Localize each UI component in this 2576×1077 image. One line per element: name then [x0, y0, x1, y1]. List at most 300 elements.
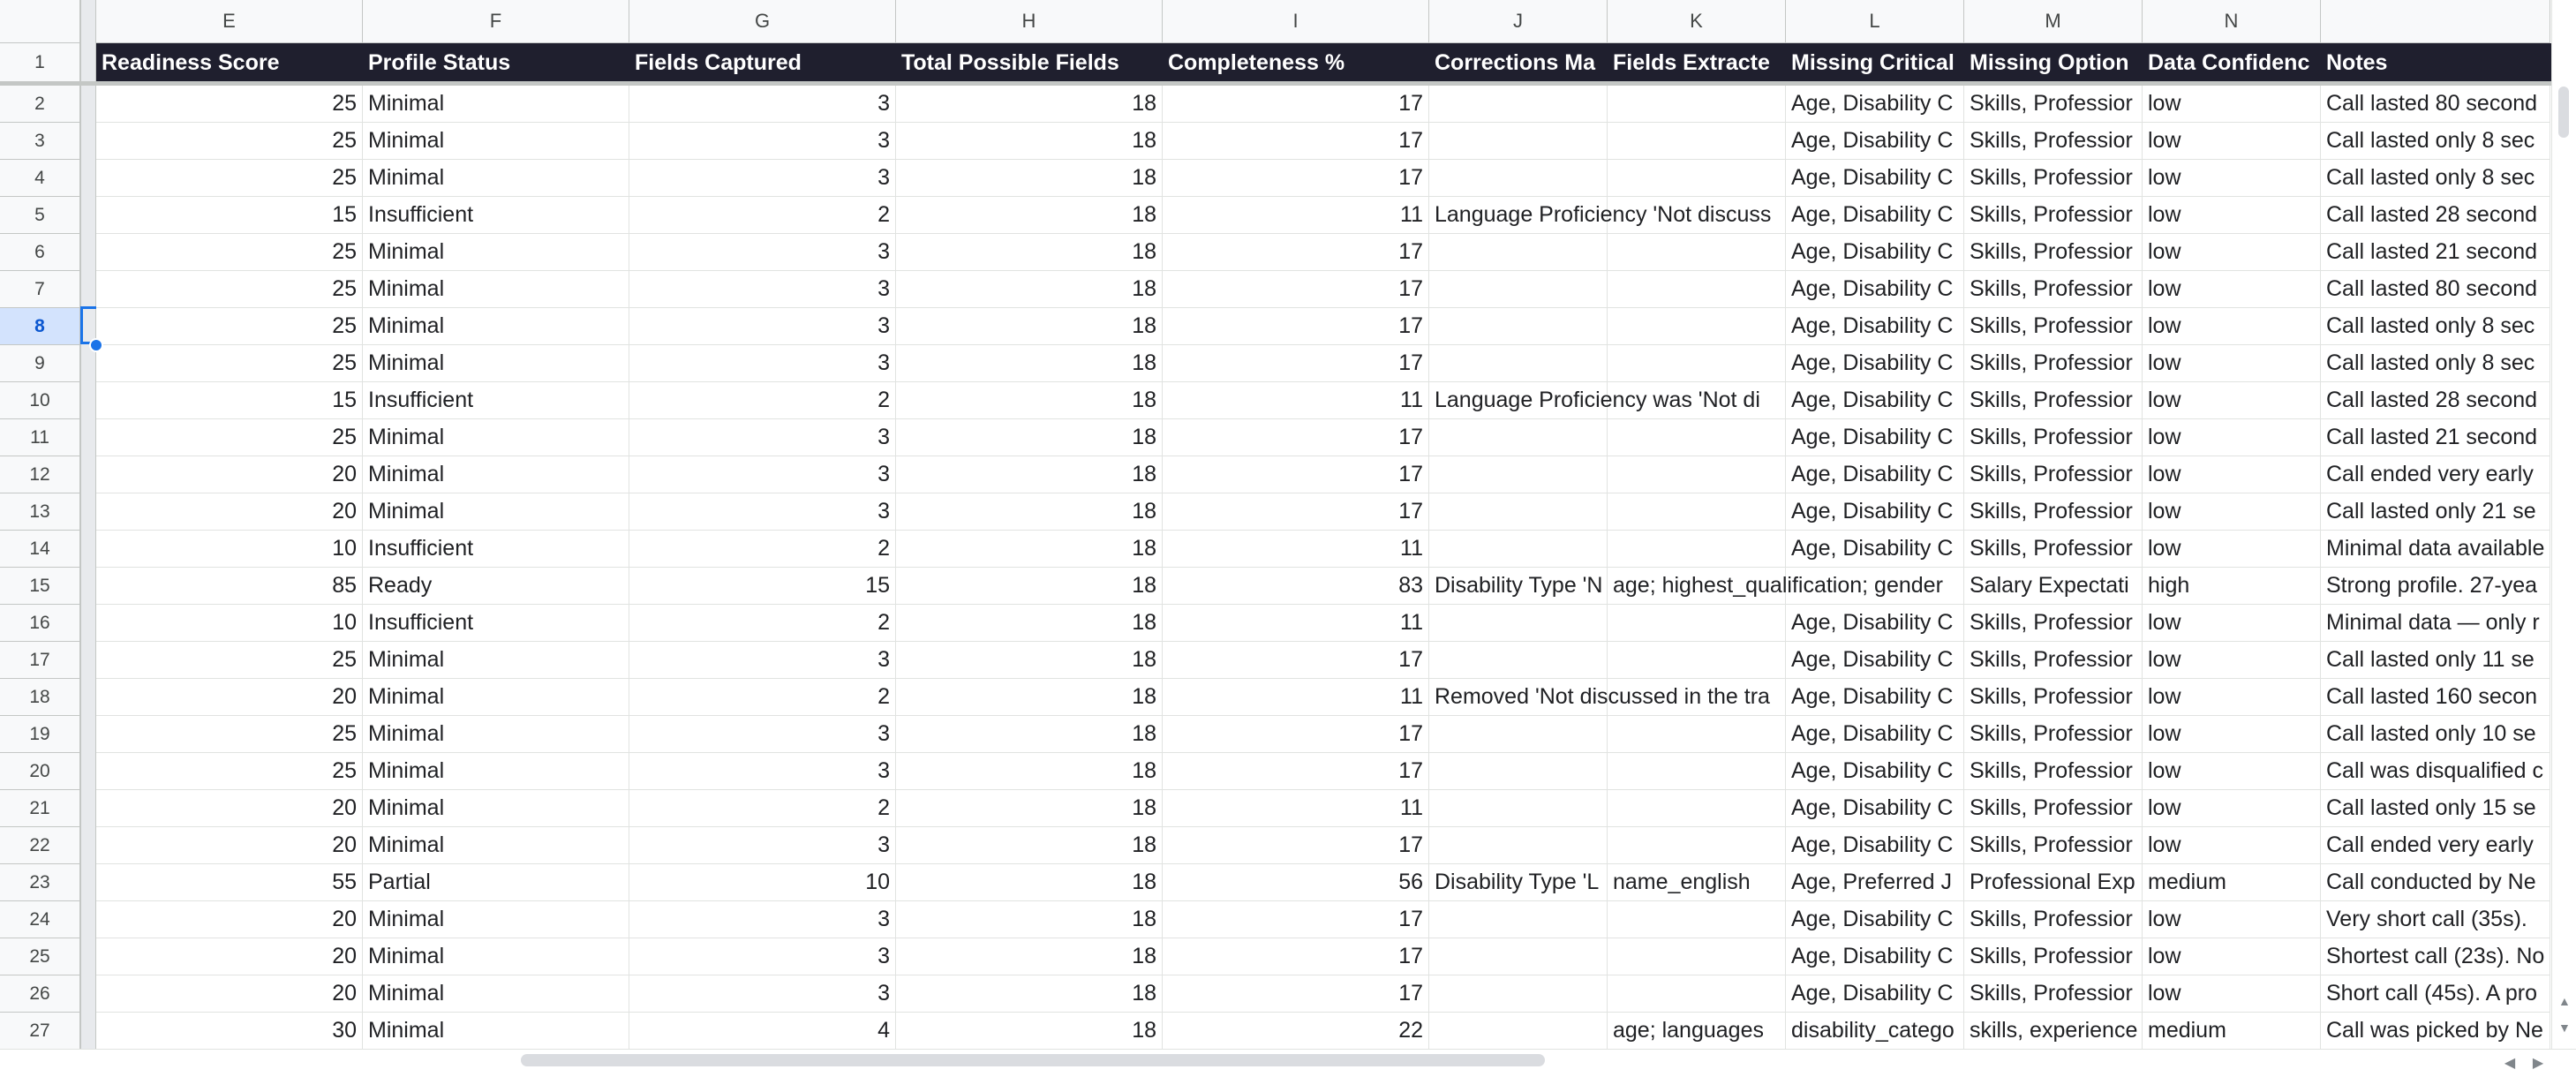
cell-extracted[interactable]: [1608, 160, 1786, 197]
row-header-12[interactable]: 12: [0, 456, 80, 493]
cell-complete[interactable]: 83: [1163, 568, 1429, 605]
cell-complete[interactable]: 17: [1163, 123, 1429, 160]
cell-complete[interactable]: 17: [1163, 938, 1429, 975]
cell-notes[interactable]: Call lasted 28 second: [2321, 197, 2550, 234]
cell-captured[interactable]: 3: [629, 493, 896, 531]
cell-extracted[interactable]: [1608, 345, 1786, 382]
cell-complete[interactable]: 17: [1163, 716, 1429, 753]
cell-missing-critical[interactable]: disability_catego: [1786, 1013, 1964, 1050]
cell-status[interactable]: Minimal: [363, 790, 629, 827]
cell-total[interactable]: 18: [896, 234, 1163, 271]
cell-missing-critical[interactable]: Age, Disability C: [1786, 419, 1964, 456]
cell-status[interactable]: Minimal: [363, 419, 629, 456]
cell-corrections[interactable]: [1429, 86, 1608, 123]
cell-missing-optional[interactable]: Skills, Professior: [1964, 234, 2143, 271]
cell-score[interactable]: 20: [96, 456, 363, 493]
cell-score[interactable]: 20: [96, 975, 363, 1013]
cell-captured[interactable]: 3: [629, 642, 896, 679]
cell-captured[interactable]: 4: [629, 1013, 896, 1050]
cell-total[interactable]: 18: [896, 679, 1163, 716]
cell-complete[interactable]: 17: [1163, 160, 1429, 197]
arrow-up-icon[interactable]: ▲: [2558, 994, 2571, 1008]
cell-captured[interactable]: 3: [629, 345, 896, 382]
cell-status[interactable]: Minimal: [363, 234, 629, 271]
column-header-next[interactable]: [2321, 0, 2550, 43]
cell-total[interactable]: 18: [896, 382, 1163, 419]
cell-complete[interactable]: 22: [1163, 1013, 1429, 1050]
cell-complete[interactable]: 17: [1163, 271, 1429, 308]
cell-total[interactable]: 18: [896, 86, 1163, 123]
cell-status[interactable]: Minimal: [363, 1013, 629, 1050]
cell-missing-optional[interactable]: Skills, Professior: [1964, 308, 2143, 345]
cell-score[interactable]: 25: [96, 271, 363, 308]
cell-total[interactable]: 18: [896, 160, 1163, 197]
cell-notes[interactable]: Call lasted 80 second: [2321, 86, 2550, 123]
cell-complete[interactable]: 17: [1163, 308, 1429, 345]
cell-complete[interactable]: 17: [1163, 419, 1429, 456]
cell-corrections[interactable]: Disability Type 'L: [1429, 864, 1608, 901]
cell-confidence[interactable]: low: [2143, 679, 2321, 716]
cell-extracted[interactable]: age; languages: [1608, 1013, 1786, 1050]
cell-missing-critical[interactable]: Age, Disability C: [1786, 456, 1964, 493]
cell-corrections[interactable]: [1429, 938, 1608, 975]
cell-confidence[interactable]: low: [2143, 605, 2321, 642]
cell-captured[interactable]: 2: [629, 790, 896, 827]
cell-status[interactable]: Minimal: [363, 345, 629, 382]
header-cell-status[interactable]: Profile Status: [363, 43, 629, 82]
row-header-14[interactable]: 14: [0, 531, 80, 568]
cell-missing-optional[interactable]: Skills, Professior: [1964, 531, 2143, 568]
cell-missing-critical[interactable]: Age, Disability C: [1786, 493, 1964, 531]
cell-complete[interactable]: 11: [1163, 382, 1429, 419]
cell-missing-optional[interactable]: Skills, Professior: [1964, 197, 2143, 234]
cell-extracted[interactable]: name_english: [1608, 864, 1786, 901]
cell-notes[interactable]: Call lasted 80 second: [2321, 271, 2550, 308]
cell-confidence[interactable]: low: [2143, 790, 2321, 827]
cell-missing-critical[interactable]: Age, Disability C: [1786, 531, 1964, 568]
row-header-26[interactable]: 26: [0, 975, 80, 1013]
cell-notes[interactable]: Minimal data available: [2321, 531, 2550, 568]
cell-missing-critical[interactable]: Age, Disability C: [1786, 605, 1964, 642]
cell-status[interactable]: Minimal: [363, 938, 629, 975]
cell-notes[interactable]: Call was disqualified c: [2321, 753, 2550, 790]
cell-confidence[interactable]: low: [2143, 753, 2321, 790]
cell-total[interactable]: 18: [896, 975, 1163, 1013]
cell-missing-optional[interactable]: Skills, Professior: [1964, 493, 2143, 531]
cell-extracted[interactable]: [1608, 382, 1786, 419]
cell-missing-critical[interactable]: Age, Disability C: [1786, 938, 1964, 975]
cell-notes[interactable]: Call lasted 28 second: [2321, 382, 2550, 419]
row-header-2[interactable]: 2: [0, 86, 80, 123]
header-cell-complete[interactable]: Completeness %: [1163, 43, 1429, 82]
cell-confidence[interactable]: low: [2143, 382, 2321, 419]
cell-corrections[interactable]: [1429, 419, 1608, 456]
cell-extracted[interactable]: [1608, 901, 1786, 938]
cell-total[interactable]: 18: [896, 345, 1163, 382]
horizontal-scrollbar[interactable]: [0, 1049, 2576, 1077]
cell-status[interactable]: Minimal: [363, 642, 629, 679]
cell-captured[interactable]: 3: [629, 234, 896, 271]
cell-confidence[interactable]: medium: [2143, 1013, 2321, 1050]
cell-missing-critical[interactable]: Age, Disability C: [1786, 975, 1964, 1013]
cell-extracted[interactable]: [1608, 827, 1786, 864]
cell-notes[interactable]: Call lasted only 15 se: [2321, 790, 2550, 827]
row-header-17[interactable]: 17: [0, 642, 80, 679]
row-header-27[interactable]: 27: [0, 1013, 80, 1050]
cell-extracted[interactable]: [1608, 493, 1786, 531]
cell-total[interactable]: 18: [896, 716, 1163, 753]
cell-missing-critical[interactable]: Age, Disability C: [1786, 790, 1964, 827]
cell-captured[interactable]: 3: [629, 938, 896, 975]
cell-corrections[interactable]: [1429, 753, 1608, 790]
cell-status[interactable]: Insufficient: [363, 605, 629, 642]
cell-missing-critical[interactable]: Age, Disability C: [1786, 901, 1964, 938]
cell-complete[interactable]: 17: [1163, 901, 1429, 938]
cell-confidence[interactable]: low: [2143, 123, 2321, 160]
row-header-1[interactable]: 1: [0, 43, 80, 82]
cell-corrections[interactable]: [1429, 901, 1608, 938]
cell-notes[interactable]: Call lasted only 8 sec: [2321, 308, 2550, 345]
cell-captured[interactable]: 3: [629, 271, 896, 308]
cell-captured[interactable]: 10: [629, 864, 896, 901]
cell-status[interactable]: Minimal: [363, 901, 629, 938]
row-header-23[interactable]: 23: [0, 864, 80, 901]
cell-notes[interactable]: Call ended very early: [2321, 827, 2550, 864]
cell-status[interactable]: Insufficient: [363, 531, 629, 568]
cell-confidence[interactable]: low: [2143, 197, 2321, 234]
cell-extracted[interactable]: [1608, 123, 1786, 160]
cell-missing-critical[interactable]: Age, Disability C: [1786, 160, 1964, 197]
cell-notes[interactable]: Call conducted by Ne: [2321, 864, 2550, 901]
header-cell-missing-critical[interactable]: Missing Critical: [1786, 43, 1964, 82]
cell-missing-critical[interactable]: Age, Preferred J: [1786, 864, 1964, 901]
cell-captured[interactable]: 2: [629, 605, 896, 642]
vertical-scroll-thumb[interactable]: [2558, 87, 2569, 138]
cell-missing-optional[interactable]: Skills, Professior: [1964, 975, 2143, 1013]
cell-complete[interactable]: 56: [1163, 864, 1429, 901]
cell-missing-critical[interactable]: Age, Disability C: [1786, 716, 1964, 753]
row-header-24[interactable]: 24: [0, 901, 80, 938]
cell-status[interactable]: Minimal: [363, 679, 629, 716]
cell-captured[interactable]: 15: [629, 568, 896, 605]
cell-complete[interactable]: 17: [1163, 345, 1429, 382]
row-header-15[interactable]: 15: [0, 568, 80, 605]
cell-extracted[interactable]: [1608, 975, 1786, 1013]
cell-notes[interactable]: Call lasted only 8 sec: [2321, 345, 2550, 382]
cell-missing-optional[interactable]: Skills, Professior: [1964, 382, 2143, 419]
cell-missing-optional[interactable]: Skills, Professior: [1964, 790, 2143, 827]
cell-confidence[interactable]: medium: [2143, 864, 2321, 901]
cell-notes[interactable]: Call lasted 160 secon: [2321, 679, 2550, 716]
horizontal-scroll-thumb[interactable]: [521, 1054, 1545, 1066]
cell-captured[interactable]: 2: [629, 679, 896, 716]
cell-total[interactable]: 18: [896, 642, 1163, 679]
cell-missing-optional[interactable]: Skills, Professior: [1964, 679, 2143, 716]
cell-score[interactable]: 10: [96, 605, 363, 642]
cell-score[interactable]: 20: [96, 679, 363, 716]
arrow-left-icon[interactable]: ◀: [2504, 1056, 2516, 1071]
cell-missing-optional[interactable]: Skills, Professior: [1964, 123, 2143, 160]
cell-confidence[interactable]: low: [2143, 531, 2321, 568]
row-header-10[interactable]: 10: [0, 382, 80, 419]
cell-total[interactable]: 18: [896, 938, 1163, 975]
cell-missing-critical[interactable]: Age, Disability C: [1786, 642, 1964, 679]
cell-missing-critical[interactable]: Age, Disability C: [1786, 308, 1964, 345]
cell-missing-optional[interactable]: Skills, Professior: [1964, 642, 2143, 679]
cell-score[interactable]: 20: [96, 827, 363, 864]
cell-score[interactable]: 25: [96, 86, 363, 123]
row-header-19[interactable]: 19: [0, 716, 80, 753]
vertical-scrollbar[interactable]: [2551, 0, 2576, 1049]
cell-extracted[interactable]: [1608, 938, 1786, 975]
cell-corrections[interactable]: [1429, 123, 1608, 160]
cell-notes[interactable]: Short call (45s). A pro: [2321, 975, 2550, 1013]
cell-complete[interactable]: 11: [1163, 679, 1429, 716]
cell-score[interactable]: 15: [96, 197, 363, 234]
cell-complete[interactable]: 11: [1163, 197, 1429, 234]
cell-complete[interactable]: 17: [1163, 234, 1429, 271]
cell-captured[interactable]: 3: [629, 160, 896, 197]
cell-corrections[interactable]: [1429, 271, 1608, 308]
cell-notes[interactable]: Call lasted only 8 sec: [2321, 160, 2550, 197]
cell-missing-optional[interactable]: Salary Expectati: [1964, 568, 2143, 605]
cell-score[interactable]: 30: [96, 1013, 363, 1050]
cell-captured[interactable]: 3: [629, 419, 896, 456]
cell-corrections[interactable]: [1429, 605, 1608, 642]
row-header-8[interactable]: 8: [0, 308, 80, 345]
cell-extracted[interactable]: [1608, 271, 1786, 308]
cell-captured[interactable]: 3: [629, 123, 896, 160]
cell-captured[interactable]: 3: [629, 456, 896, 493]
cell-score[interactable]: 20: [96, 938, 363, 975]
cell-score[interactable]: 20: [96, 790, 363, 827]
header-cell-total[interactable]: Total Possible Fields: [896, 43, 1163, 82]
cell-notes[interactable]: Strong profile. 27-yea: [2321, 568, 2550, 605]
cell-complete[interactable]: 17: [1163, 975, 1429, 1013]
cell-corrections[interactable]: [1429, 308, 1608, 345]
cell-total[interactable]: 18: [896, 568, 1163, 605]
cell-captured[interactable]: 2: [629, 382, 896, 419]
frozen-rows-divider[interactable]: [0, 81, 2551, 86]
cell-total[interactable]: 18: [896, 308, 1163, 345]
cell-missing-critical[interactable]: Age, Disability C: [1786, 382, 1964, 419]
cell-score[interactable]: 25: [96, 716, 363, 753]
cell-missing-optional[interactable]: Skills, Professior: [1964, 160, 2143, 197]
cell-notes[interactable]: Call ended very early: [2321, 456, 2550, 493]
cell-missing-optional[interactable]: Skills, Professior: [1964, 753, 2143, 790]
cell-corrections[interactable]: [1429, 456, 1608, 493]
row-header-13[interactable]: 13: [0, 493, 80, 531]
cell-status[interactable]: Partial: [363, 864, 629, 901]
cell-total[interactable]: 18: [896, 1013, 1163, 1050]
cell-complete[interactable]: 17: [1163, 642, 1429, 679]
cell-missing-optional[interactable]: Professional Exp: [1964, 864, 2143, 901]
cell-confidence[interactable]: low: [2143, 345, 2321, 382]
cell-missing-critical[interactable]: Age, Disability C: [1786, 827, 1964, 864]
column-header-h[interactable]: H: [896, 0, 1163, 43]
cell-missing-critical[interactable]: Age, Disability C: [1786, 86, 1964, 123]
cell-missing-optional[interactable]: Skills, Professior: [1964, 419, 2143, 456]
cell-status[interactable]: Minimal: [363, 716, 629, 753]
cell-captured[interactable]: 3: [629, 308, 896, 345]
cell-missing-optional[interactable]: Skills, Professior: [1964, 716, 2143, 753]
cell-extracted[interactable]: [1608, 308, 1786, 345]
cell-confidence[interactable]: low: [2143, 901, 2321, 938]
cell-missing-optional[interactable]: Skills, Professior: [1964, 271, 2143, 308]
cell-complete[interactable]: 17: [1163, 86, 1429, 123]
cell-missing-critical[interactable]: Age, Disability C: [1786, 234, 1964, 271]
cell-corrections[interactable]: Language Proficiency was 'Not di: [1429, 382, 1608, 419]
cell-complete[interactable]: 17: [1163, 493, 1429, 531]
arrow-down-icon[interactable]: ▼: [2558, 1021, 2571, 1035]
cell-extracted[interactable]: [1608, 716, 1786, 753]
cell-confidence[interactable]: low: [2143, 938, 2321, 975]
cell-total[interactable]: 18: [896, 753, 1163, 790]
cell-missing-critical[interactable]: Age, Disability C: [1786, 197, 1964, 234]
cell-extracted[interactable]: [1608, 790, 1786, 827]
cell-notes[interactable]: Call lasted 21 second: [2321, 419, 2550, 456]
cell-score[interactable]: 15: [96, 382, 363, 419]
cell-total[interactable]: 18: [896, 790, 1163, 827]
cell-extracted[interactable]: [1608, 419, 1786, 456]
cell-status[interactable]: Minimal: [363, 827, 629, 864]
cell-captured[interactable]: 3: [629, 901, 896, 938]
cell-total[interactable]: 18: [896, 827, 1163, 864]
cell-score[interactable]: 25: [96, 123, 363, 160]
cell-missing-optional[interactable]: Skills, Professior: [1964, 605, 2143, 642]
cell-score[interactable]: 25: [96, 308, 363, 345]
frozen-columns-divider[interactable]: [80, 0, 96, 1049]
row-header-21[interactable]: 21: [0, 790, 80, 827]
cell-corrections[interactable]: [1429, 345, 1608, 382]
cell-missing-optional[interactable]: Skills, Professior: [1964, 901, 2143, 938]
cell-score[interactable]: 25: [96, 642, 363, 679]
cell-complete[interactable]: 11: [1163, 531, 1429, 568]
cell-missing-optional[interactable]: Skills, Professior: [1964, 345, 2143, 382]
cell-score[interactable]: 10: [96, 531, 363, 568]
cell-complete[interactable]: 11: [1163, 790, 1429, 827]
cell-missing-optional[interactable]: skills, experience: [1964, 1013, 2143, 1050]
cell-total[interactable]: 18: [896, 493, 1163, 531]
cell-status[interactable]: Insufficient: [363, 382, 629, 419]
cell-extracted[interactable]: [1608, 531, 1786, 568]
column-header-i[interactable]: I: [1163, 0, 1429, 43]
row-header-7[interactable]: 7: [0, 271, 80, 308]
cell-confidence[interactable]: low: [2143, 827, 2321, 864]
cell-confidence[interactable]: low: [2143, 493, 2321, 531]
cell-total[interactable]: 18: [896, 419, 1163, 456]
cell-extracted[interactable]: [1608, 197, 1786, 234]
cell-corrections[interactable]: [1429, 160, 1608, 197]
column-header-g[interactable]: G: [629, 0, 896, 43]
cell-corrections[interactable]: Language Proficiency 'Not discuss: [1429, 197, 1608, 234]
cell-score[interactable]: 25: [96, 345, 363, 382]
header-cell-corrections[interactable]: Corrections Ma: [1429, 43, 1608, 82]
cell-score[interactable]: 25: [96, 753, 363, 790]
cell-status[interactable]: Minimal: [363, 493, 629, 531]
cell-corrections[interactable]: [1429, 716, 1608, 753]
cell-corrections[interactable]: [1429, 493, 1608, 531]
cell-notes[interactable]: Call lasted 21 second: [2321, 234, 2550, 271]
cell-total[interactable]: 18: [896, 197, 1163, 234]
cell-complete[interactable]: 17: [1163, 827, 1429, 864]
cell-corrections[interactable]: [1429, 531, 1608, 568]
cell-notes[interactable]: Call lasted only 11 se: [2321, 642, 2550, 679]
cell-status[interactable]: Insufficient: [363, 197, 629, 234]
cell-captured[interactable]: 2: [629, 531, 896, 568]
cell-status[interactable]: Minimal: [363, 456, 629, 493]
cell-status[interactable]: Minimal: [363, 753, 629, 790]
cell-corrections[interactable]: [1429, 975, 1608, 1013]
cell-extracted[interactable]: [1608, 605, 1786, 642]
cell-score[interactable]: 55: [96, 864, 363, 901]
cell-extracted[interactable]: [1608, 753, 1786, 790]
cell-missing-optional[interactable]: Skills, Professior: [1964, 86, 2143, 123]
row-header-5[interactable]: 5: [0, 197, 80, 234]
cell-extracted[interactable]: [1608, 86, 1786, 123]
row-header-20[interactable]: 20: [0, 753, 80, 790]
cell-corrections[interactable]: [1429, 1013, 1608, 1050]
cell-missing-optional[interactable]: Skills, Professior: [1964, 456, 2143, 493]
cell-corrections[interactable]: Disability Type 'N: [1429, 568, 1608, 605]
column-header-m[interactable]: M: [1964, 0, 2143, 43]
cell-total[interactable]: 18: [896, 531, 1163, 568]
cell-captured[interactable]: 3: [629, 716, 896, 753]
cell-captured[interactable]: 3: [629, 975, 896, 1013]
cell-corrections[interactable]: [1429, 234, 1608, 271]
cell-extracted[interactable]: [1608, 234, 1786, 271]
header-cell-captured[interactable]: Fields Captured: [629, 43, 896, 82]
row-header-25[interactable]: 25: [0, 938, 80, 975]
cell-score[interactable]: 25: [96, 419, 363, 456]
column-header-n[interactable]: N: [2143, 0, 2321, 43]
cell-missing-critical[interactable]: Age, Disability C: [1786, 123, 1964, 160]
cell-confidence[interactable]: low: [2143, 308, 2321, 345]
cell-notes[interactable]: Call lasted only 10 se: [2321, 716, 2550, 753]
cell-score[interactable]: 25: [96, 234, 363, 271]
cell-extracted[interactable]: [1608, 456, 1786, 493]
cell-missing-critical[interactable]: [1786, 568, 1964, 605]
cell-status[interactable]: Minimal: [363, 308, 629, 345]
column-header-k[interactable]: K: [1608, 0, 1786, 43]
cell-corrections[interactable]: [1429, 642, 1608, 679]
cell-notes[interactable]: Minimal data — only r: [2321, 605, 2550, 642]
cell-confidence[interactable]: low: [2143, 271, 2321, 308]
column-header-l[interactable]: L: [1786, 0, 1964, 43]
cell-confidence[interactable]: low: [2143, 419, 2321, 456]
cell-score[interactable]: 85: [96, 568, 363, 605]
cell-captured[interactable]: 3: [629, 827, 896, 864]
cell-status[interactable]: Minimal: [363, 123, 629, 160]
cell-total[interactable]: 18: [896, 271, 1163, 308]
cell-missing-critical[interactable]: Age, Disability C: [1786, 753, 1964, 790]
cell-missing-critical[interactable]: Age, Disability C: [1786, 271, 1964, 308]
row-header-18[interactable]: 18: [0, 679, 80, 716]
cell-total[interactable]: 18: [896, 605, 1163, 642]
cell-missing-critical[interactable]: Age, Disability C: [1786, 345, 1964, 382]
cell-score[interactable]: 20: [96, 493, 363, 531]
row-header-3[interactable]: 3: [0, 123, 80, 160]
header-cell-missing-optional[interactable]: Missing Option: [1964, 43, 2143, 82]
cell-captured[interactable]: 3: [629, 86, 896, 123]
cell-corrections[interactable]: [1429, 790, 1608, 827]
cell-confidence[interactable]: low: [2143, 716, 2321, 753]
cell-total[interactable]: 18: [896, 864, 1163, 901]
header-cell-score[interactable]: Readiness Score: [96, 43, 363, 82]
cell-total[interactable]: 18: [896, 901, 1163, 938]
cell-confidence[interactable]: low: [2143, 975, 2321, 1013]
cell-confidence[interactable]: low: [2143, 234, 2321, 271]
